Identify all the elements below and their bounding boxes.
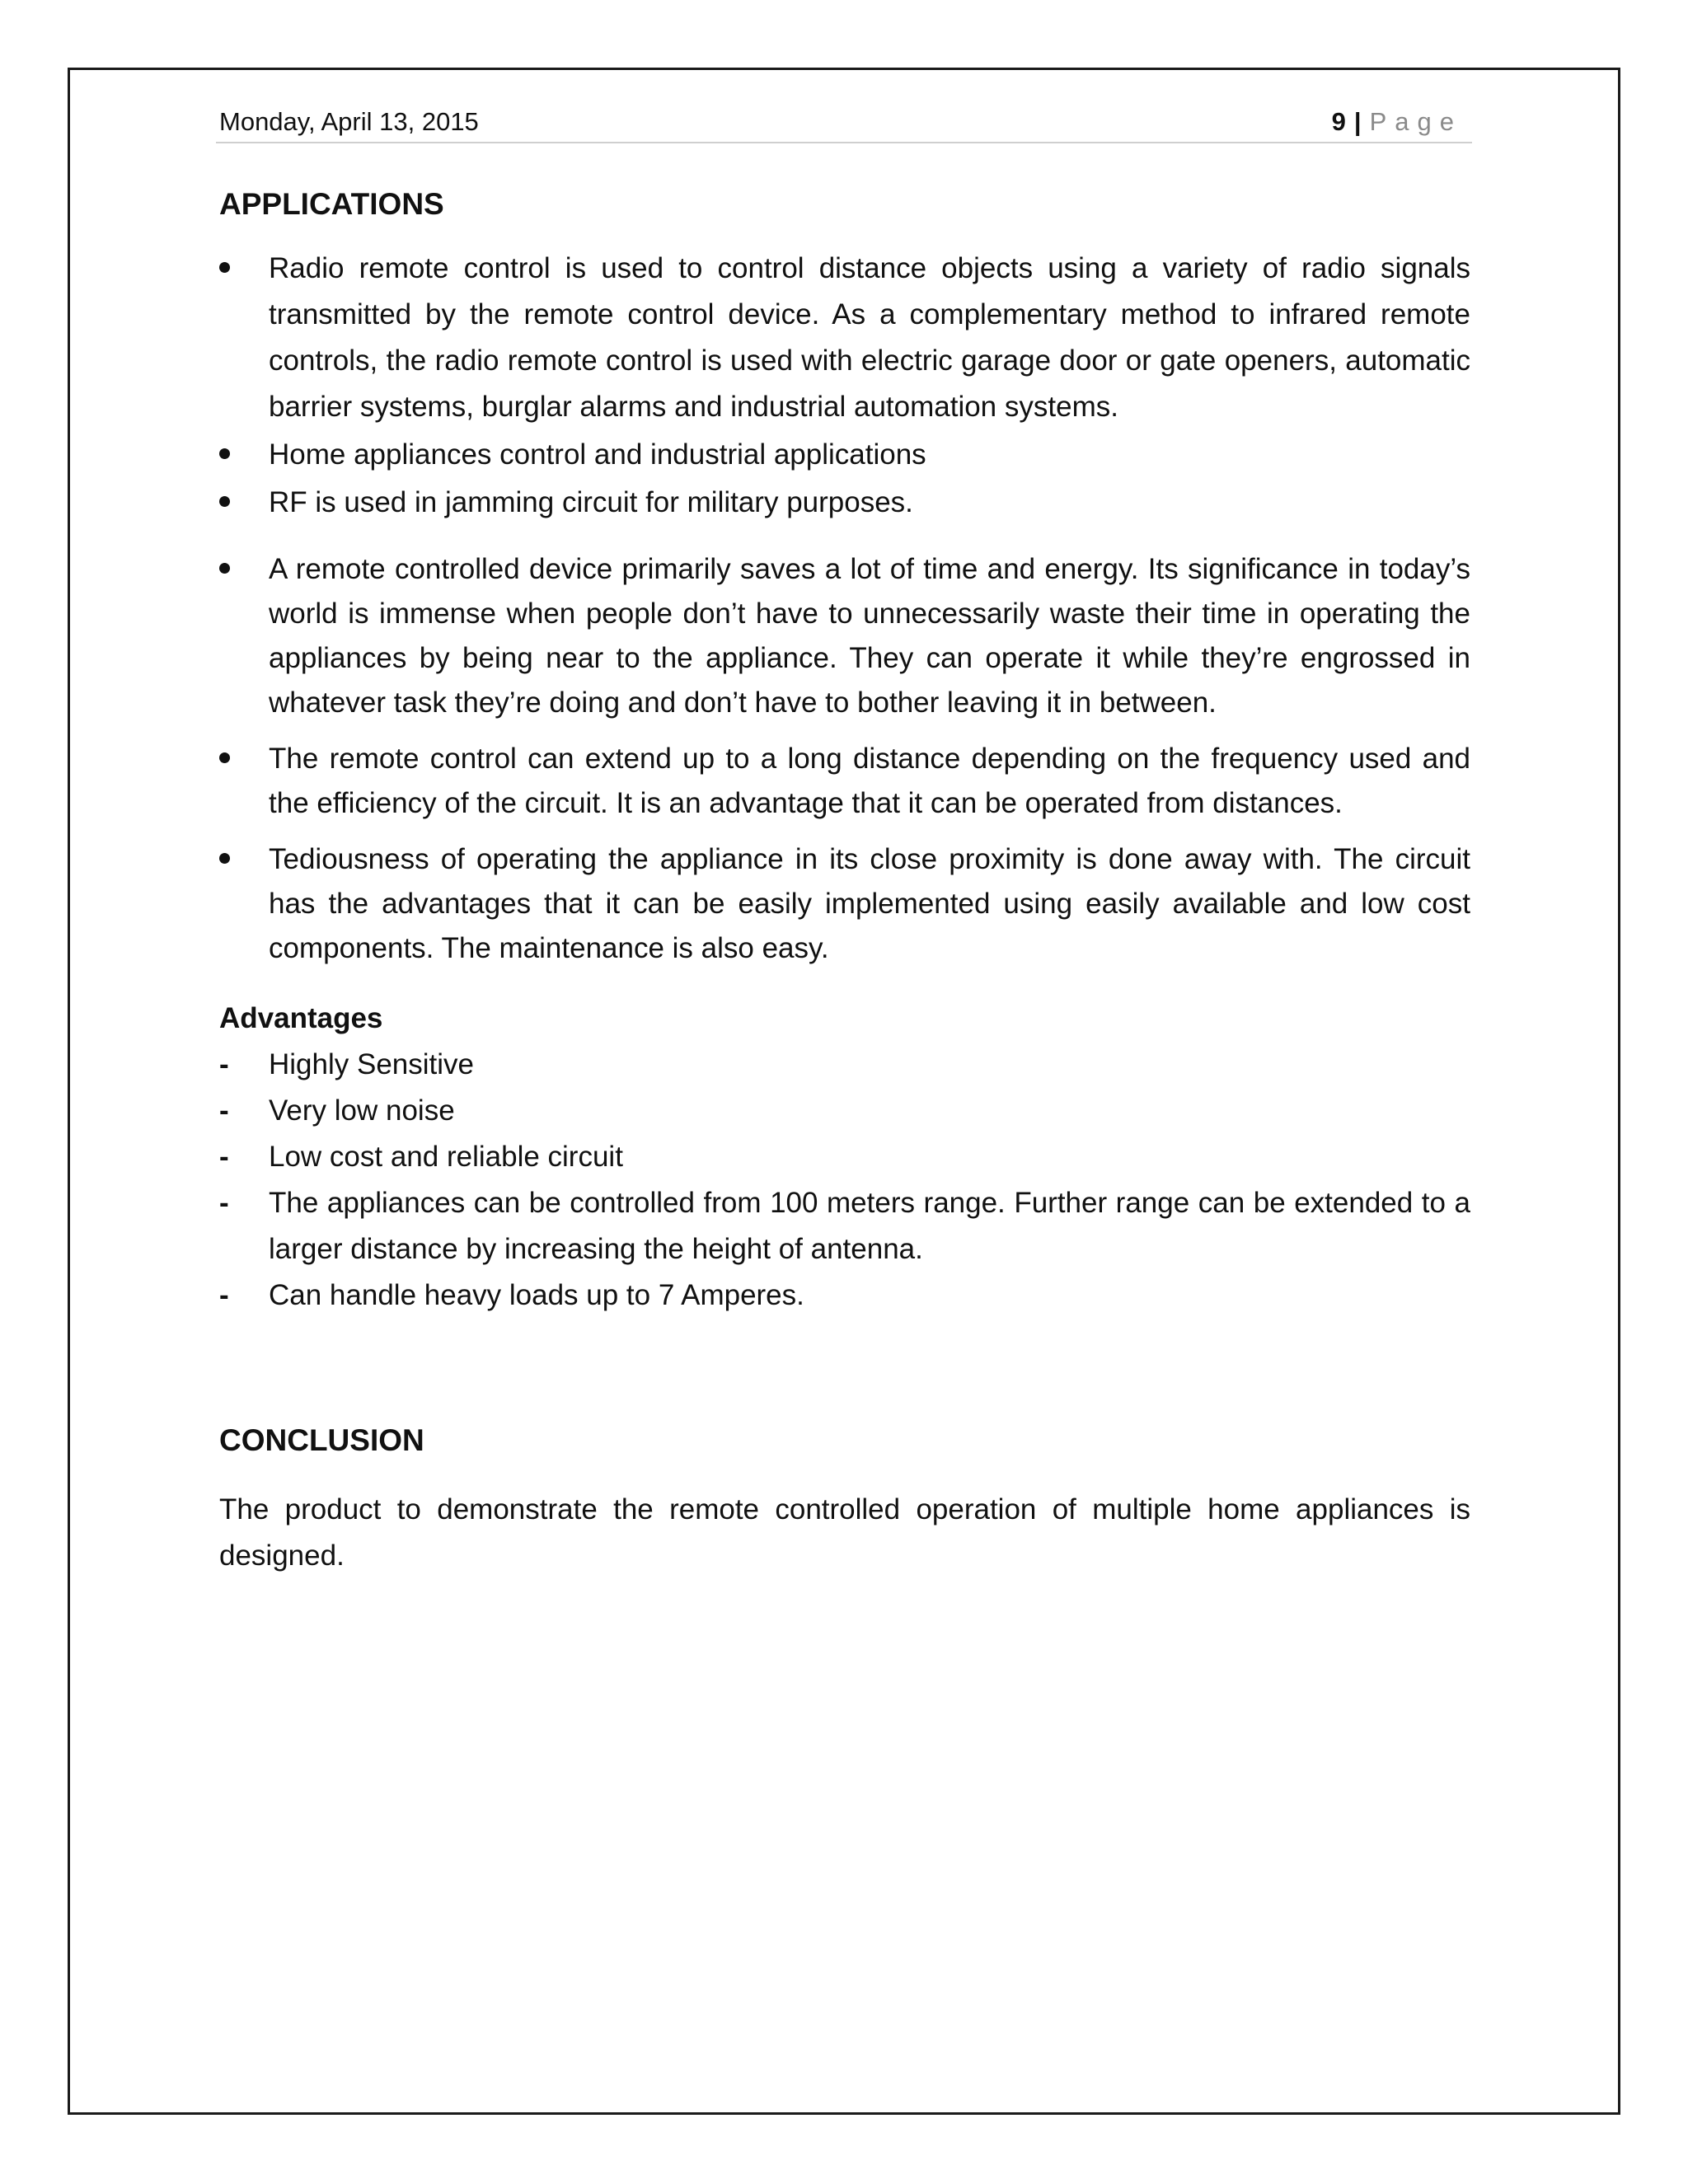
list-item-text: Tediousness of operating the appliance in its close proximity is done away with. The circuit has the advantages that it can be easily implemented using easily available and low cost components. The maintenance is also easy.: [269, 843, 1470, 964]
document-body: [219, 181, 1470, 1579]
bullet-icon: [219, 837, 244, 882]
list-item-text: RF is used in jamming circuit for military purposes.: [269, 486, 913, 518]
list-item-text: Low cost and reliable circuit: [269, 1141, 623, 1173]
list-item: [219, 1088, 1470, 1134]
page-number-label: [1332, 105, 1462, 138]
applications-heading: APPLICATIONS: [219, 187, 444, 221]
dash-icon: -: [219, 1094, 229, 1127]
list-item: [219, 837, 1470, 971]
bullet-icon: [219, 737, 244, 781]
list-item: [219, 1272, 1470, 1319]
advantages-heading: Advantages: [219, 1002, 383, 1034]
bullet-icon: [219, 480, 244, 526]
list-item-text: Very low noise: [269, 1094, 455, 1127]
list-item: [219, 1134, 1470, 1180]
list-item-text: Can handle heavy loads up to 7 Amperes.: [269, 1279, 804, 1311]
list-item-text: Highly Sensitive: [269, 1048, 474, 1080]
dash-icon: -: [219, 1279, 229, 1311]
page-separator: |: [1353, 107, 1362, 136]
list-item: [219, 1180, 1470, 1272]
list-item-text: The remote control can extend up to a long distance depending on the frequency used and the efficiency of the circuit. It is an advantage that it can be operated from distances.: [269, 743, 1470, 819]
list-item-text: The appliances can be controlled from 100 meters range. Further range can be extended to a larger distance by increasing the height of antenna.: [269, 1187, 1470, 1265]
list-item: [219, 547, 1470, 725]
list-item: [219, 1042, 1470, 1088]
list-item-text: Home appliances control and industrial applications: [269, 438, 926, 471]
dash-icon: -: [219, 1141, 229, 1173]
dash-icon: -: [219, 1048, 229, 1080]
conclusion-heading: CONCLUSION: [219, 1423, 424, 1457]
page-header: [216, 104, 1472, 143]
conclusion-text: The product to demonstrate the remote controlled operation of multiple home appliances is designed.: [219, 1493, 1470, 1572]
list-item-text: Radio remote control is used to control distance objects using a variety of radio signals transmitted by the remote control device. As a complementary method to infrared remote controls, the radio remote control is used with electric garage door or gate openers, automatic barrier systems, burglar alarms and industrial automation systems.: [269, 252, 1470, 423]
list-item: [219, 480, 1470, 526]
page-number: 9: [1331, 107, 1346, 136]
list-item-text: A remote controlled device primarily saves a lot of time and energy. Its significance in today’s world is immense when people don’t have to unnecessarily waste their time in operating the appliances by being near to the appliance. They can operate it while they’re engrossed in whatever task they’re doing and don’t have to bother leaving it in between.: [269, 553, 1470, 719]
dash-icon: -: [219, 1187, 229, 1219]
page-word: Page: [1369, 107, 1462, 136]
header-date: Monday, April 13, 2015: [219, 107, 479, 136]
applications-list: [219, 246, 1470, 971]
list-item: [219, 246, 1470, 430]
list-item: [219, 432, 1470, 478]
bullet-icon: [219, 246, 244, 292]
bullet-icon: [219, 547, 244, 592]
advantages-list: [219, 1042, 1470, 1319]
bullet-icon: [219, 432, 244, 478]
list-item: [219, 737, 1470, 826]
